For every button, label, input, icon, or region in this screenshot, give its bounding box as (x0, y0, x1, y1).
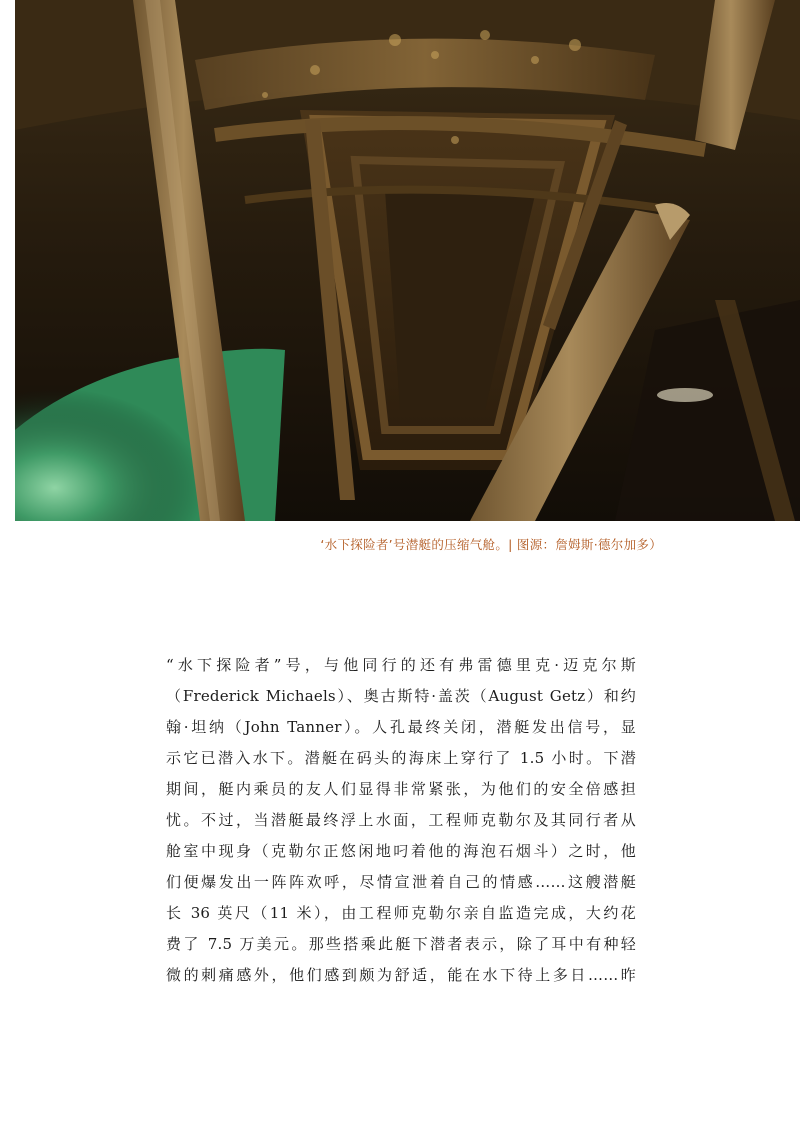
photo-caption: ‘水下探险者’号潜艇的压缩气舱。| 图源：詹姆斯·德尔加多） (320, 537, 662, 552)
text-line: 翰·坦纳（John Tanner）。人孔最终关闭，潜艇发出信号，显 (166, 718, 636, 736)
text-line: 期间，艇内乘员的友人们显得非常紧张，为他们的安全倍感担 (166, 780, 636, 798)
text-line: 们便爆发出一阵阵欢呼，尽情宣泄着自己的情感……这艘潜艇 (166, 873, 636, 891)
text-line: 示它已潜入水下。潜艇在码头的海床上穿行了 1.5 小时。下潜 (166, 749, 636, 767)
text-line: （Frederick Michaels）、奥古斯特·盖茨（August Getz）和约 (166, 687, 636, 705)
text-line: 长 36 英尺（11 米），由工程师克勒尔亲自监造完成，大约花 (166, 904, 636, 922)
article-body (166, 650, 636, 991)
shipwreck-photo (15, 0, 800, 521)
text-line: 舱室中现身（克勒尔正悠闲地叼着他的海泡石烟斗）之时，他 (166, 842, 636, 860)
text-line: 忧。不过，当潜艇最终浮上水面，工程师克勒尔及其同行者从 (166, 811, 636, 829)
text-line: “水下探险者”号，与他同行的还有弗雷德里克·迈克尔斯 (166, 656, 636, 674)
text-line: 微的刺痛感外，他们感到颇为舒适，能在水下待上多日……昨 (166, 966, 636, 984)
text-line: 费了 7.5 万美元。那些搭乘此艇下潜者表示，除了耳中有种轻 (166, 935, 636, 953)
